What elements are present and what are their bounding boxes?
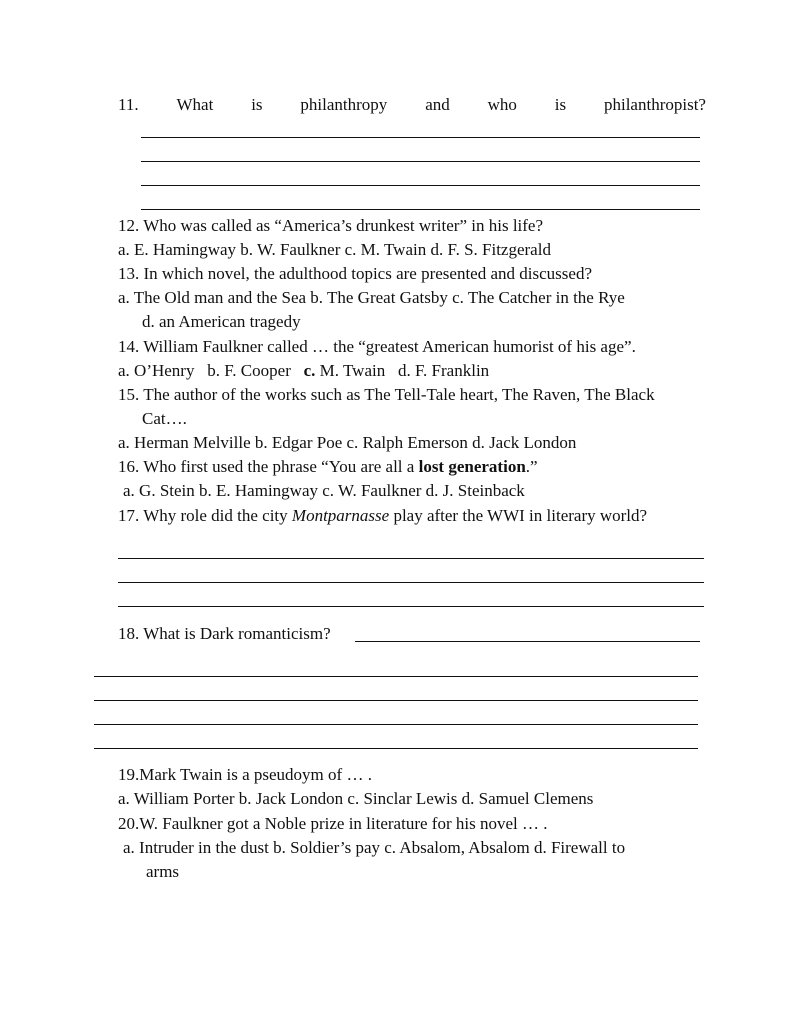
q11-word: and [425,95,450,114]
q15-question-continued: Cat…. [142,409,187,428]
q14-option-c-letter: c. [303,361,316,380]
q11-word: philanthropy [300,95,388,114]
q16-question [118,457,538,477]
q14-option-d: d. F. Franklin [397,361,490,380]
q11-answer-line[interactable] [141,137,700,138]
q14-option-b: b. F. Cooper [207,361,291,380]
q18-question: 18. What is Dark romanticism? [118,624,331,643]
q19-question: 19.Mark Twain is a pseudoym of … . [118,765,372,784]
q11-question [118,95,706,115]
q16-bold-phrase: lost generation [418,457,526,476]
q17-italic-city: Montparnasse [291,506,390,525]
q16-question-text: 16. Who first used the phrase “You are all a [118,457,419,476]
q20-question: 20.W. Faulkner got a Noble prize in literature for his novel … . [118,814,548,833]
q18-answer-line[interactable] [94,724,698,725]
q12-options: a. E. Hamingway b. W. Faulkner c. M. Twain d. F. S. Fitzgerald [118,240,551,259]
q18-answer-line[interactable] [94,748,698,749]
q17-question-end: play after the WWI in literary world? [389,506,648,525]
q11-word: 11. [118,95,139,114]
q11-answer-line[interactable] [141,209,700,210]
q15-options: a. Herman Melville b. Edgar Poe c. Ralph Emerson d. Jack London [118,433,577,452]
q11-word: who [487,95,517,114]
q18-answer-line[interactable] [94,676,698,677]
q11-word: is [251,95,263,114]
q11-answer-line[interactable] [141,161,700,162]
q11-answer-line[interactable] [141,185,700,186]
q14-option-a: a. O’Henry [118,361,195,380]
q16-options: a. G. Stein b. E. Hamingway c. W. Faulkner d. J. Steinback [123,481,525,500]
q14-options [118,361,489,381]
q16-question-end: .” [525,457,538,476]
q19-options: a. William Porter b. Jack London c. Sinclar Lewis d. Samuel Clemens [118,789,594,808]
q13-options: a. The Old man and the Sea b. The Great Gatsby c. The Catcher in the Rye [118,288,625,307]
q20-options-continued: arms [146,862,180,881]
q13-options-continued: d. an American tragedy [142,312,301,331]
q11-word: What [176,95,214,114]
q12-question: 12. Who was called as “America’s drunkest writer” in his life? [118,216,544,235]
q17-answer-line[interactable] [118,558,704,559]
q18-answer-line[interactable] [94,700,698,701]
q17-question [118,506,647,526]
q13-question: 13. In which novel, the adulthood topics are presented and discussed? [118,264,592,283]
q17-answer-line[interactable] [118,582,704,583]
q18-answer-line[interactable] [355,641,700,642]
q11-word: philanthropist? [603,95,706,114]
q14-option-c: M. Twain [315,361,386,380]
q17-question-text: 17. Why role did the city [118,506,292,525]
q20-options: a. Intruder in the dust b. Soldier’s pay c. Absalom, Absalom d. Firewall to [123,838,626,857]
q11-word: is [554,95,567,114]
q14-question: 14. William Faulkner called … the “greatest American humorist of his age”. [118,337,636,356]
q17-answer-line[interactable] [118,606,704,607]
q15-question: 15. The author of the works such as The Tell-Tale heart, The Raven, The Black [118,385,655,404]
